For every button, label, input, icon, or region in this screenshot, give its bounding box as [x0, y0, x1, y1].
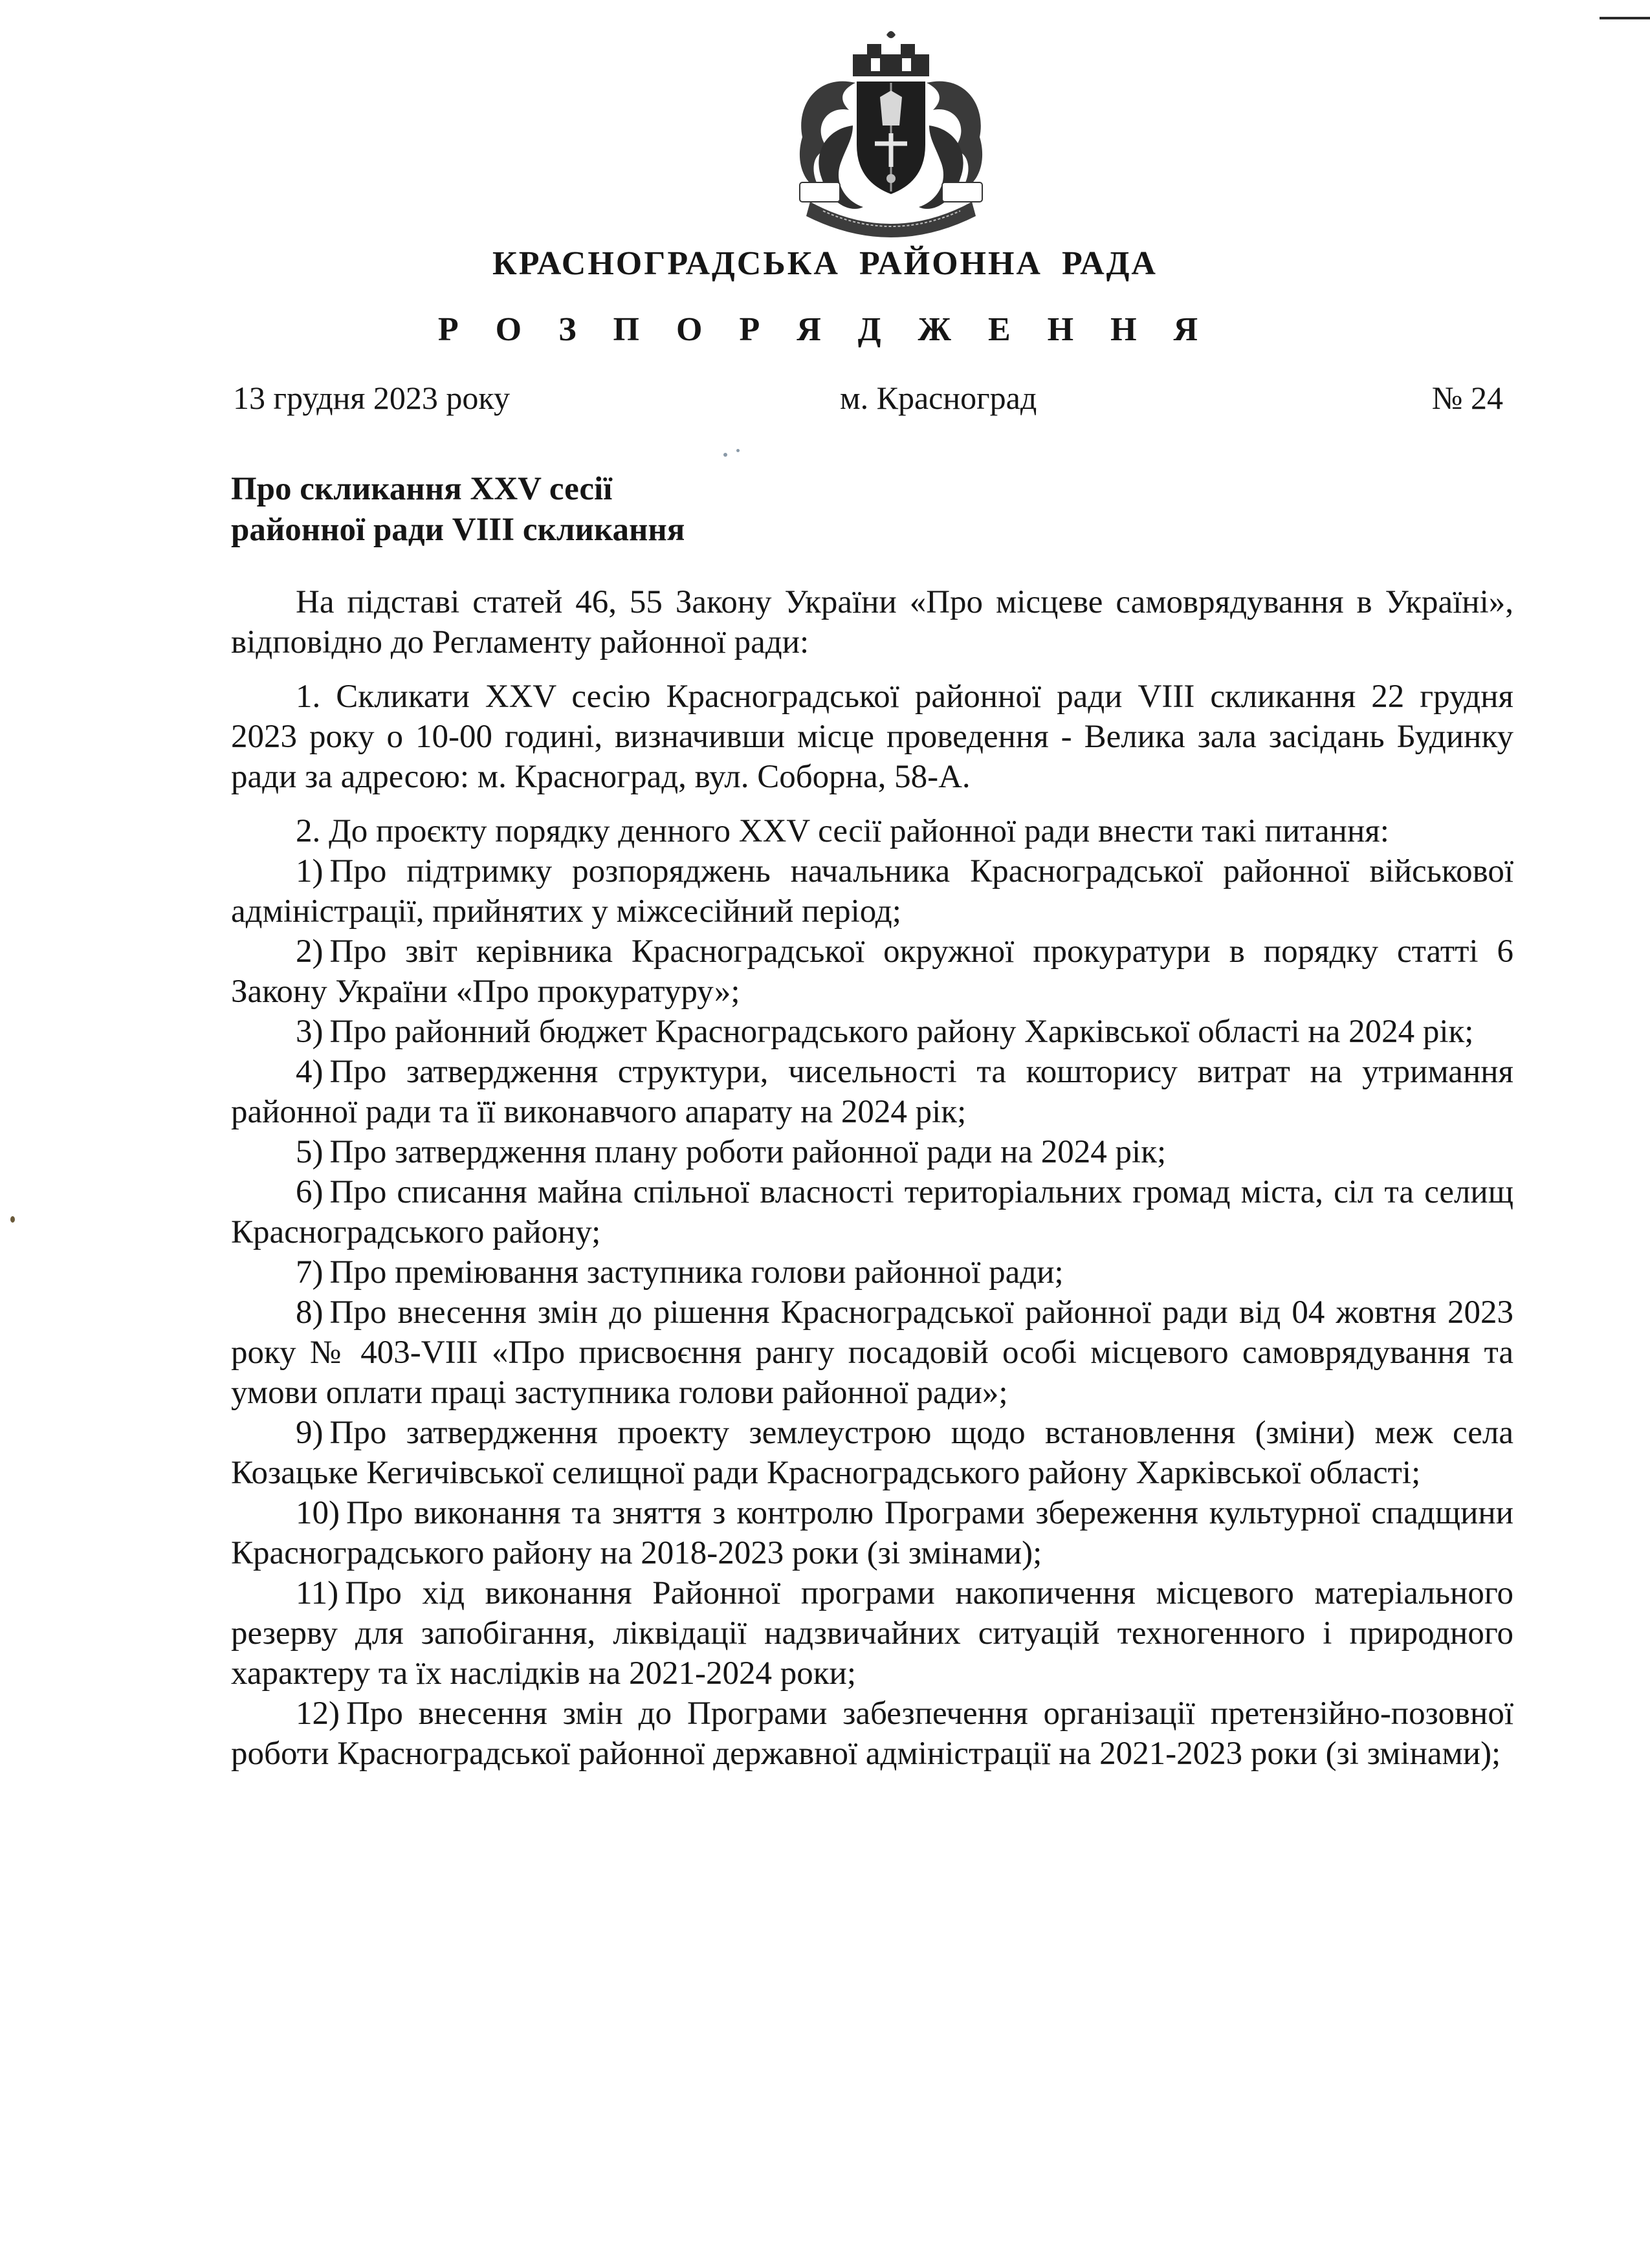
agenda-item: [231, 1252, 1513, 1292]
agenda-item-number: 6): [296, 1174, 324, 1210]
council-name: КРАСНОГРАДСЬКА РАЙОННА РАДА: [492, 245, 1158, 282]
agenda-item-number: 11): [296, 1575, 339, 1611]
agenda-item-text: Про підтримку розпоряджень начальника Красноградської районної військової адміністрації, прийнятих у міжсесійний період;: [231, 853, 1513, 930]
scan-speck: [723, 453, 727, 457]
agenda-item-text: Про районний бюджет Красноградського району Харківської області на 2024 рік;: [329, 1014, 1474, 1050]
agenda-item: [231, 851, 1513, 932]
agenda-item: [231, 1694, 1513, 1774]
document-date: 13 грудня 2023 року: [233, 380, 510, 416]
document-type: Р О З П О Р Я Д Ж Е Н Н Я: [437, 311, 1213, 348]
agenda-item-number: 7): [296, 1254, 324, 1291]
subject-line: Про скликання XXV сесії: [231, 471, 613, 507]
agenda-item: [231, 1012, 1513, 1052]
document-number: № 24: [1431, 380, 1503, 416]
agenda-item-text: Про внесення змін до рішення Красноградської районної ради від 04 жовтня 2023 року № 403-VIII «Про присвоєння рангу посадовій особі місцевого самоврядування та умови оплати праці заступника голови районної ради»;: [231, 1294, 1513, 1411]
agenda-item-text: Про списання майна спільної власності територіальних громад міста, сіл та селищ Красноградського району;: [231, 1174, 1513, 1250]
scan-speck: [10, 1216, 15, 1223]
agenda-item-number: 10): [296, 1495, 340, 1531]
agenda-item-number: 12): [296, 1696, 340, 1732]
agenda-item: [231, 1052, 1513, 1132]
agenda-item-number: 1): [296, 853, 324, 889]
agenda-item: [231, 1172, 1513, 1252]
agenda-item-number: 5): [296, 1134, 324, 1170]
agenda-item: [231, 1493, 1513, 1573]
agenda-item-text: Про преміювання заступника голови районної ради;: [329, 1254, 1064, 1291]
agenda-item: [231, 1413, 1513, 1493]
point-1: 1. Скликати XXV сесію Красноградської районної ради VIII скликання 22 грудня 2023 року о 10-00 годині, визначивши місце проведення - Велика зала засідань Будинку ради за адресою: м. Красноград, вул. Соборна, 58-А.: [231, 679, 1513, 795]
agenda-item-number: 3): [296, 1014, 324, 1050]
document-body: [231, 582, 1513, 1774]
agenda-item-text: Про затвердження проекту землеустрою щодо встановлення (зміни) меж села Козацьке Кегичівської селищної ради Красноградського району Харківської області;: [231, 1415, 1513, 1491]
agenda-item: [231, 1132, 1513, 1172]
agenda-item: [231, 1292, 1513, 1413]
coat-of-arms-icon: [791, 28, 991, 239]
document-city: м. Красноград: [840, 380, 1037, 416]
agenda-item-text: Про затвердження структури, чисельності та кошторису витрат на утримання районної ради та її виконавчого апарату на 2024 рік;: [231, 1054, 1513, 1130]
agenda-item-text: Про звіт керівника Красноградської окружної прокуратури в порядку статті 6 Закону України «Про прокуратуру»;: [231, 933, 1513, 1010]
subject-line: районної ради VIII скликання: [231, 512, 685, 548]
agenda-item-text: Про затвердження плану роботи районної ради на 2024 рік;: [329, 1134, 1167, 1170]
agenda-item-number: 8): [296, 1294, 324, 1331]
agenda-item: [231, 1573, 1513, 1694]
agenda-item-text: Про внесення змін до Програми забезпечення організації претензійно-позовної роботи Красноградської районної державної адміністрації на 2021-2023 роки (зі змінами);: [231, 1696, 1513, 1772]
agenda-item-number: 2): [296, 933, 324, 970]
preamble: На підставі статей 46, 55 Закону України «Про місцеве самоврядування в Україні», відповідно до Регламенту районної ради:: [231, 584, 1513, 660]
agenda-list: [231, 851, 1513, 1774]
agenda-item-number: 9): [296, 1415, 324, 1451]
agenda-item: [231, 932, 1513, 1012]
scan-speck: [736, 449, 740, 452]
agenda-item-text: Про хід виконання Районної програми накопичення місцевого матеріального резерву для запобігання, ліквідації надзвичайних ситуацій техногенного і природного характеру та їх наслідків на 2021-2024 роки;: [231, 1575, 1513, 1692]
point-2: 2. До проєкту порядку денного XXV сесії районної ради внести такі питання:: [296, 813, 1389, 849]
agenda-item-number: 4): [296, 1054, 324, 1090]
scan-corner-mark: [1600, 17, 1650, 19]
agenda-item-text: Про виконання та зняття з контролю Програми збереження культурної спадщини Красноградського району на 2018-2023 роки (зі змінами);: [231, 1495, 1513, 1571]
document-subject: [231, 469, 685, 551]
